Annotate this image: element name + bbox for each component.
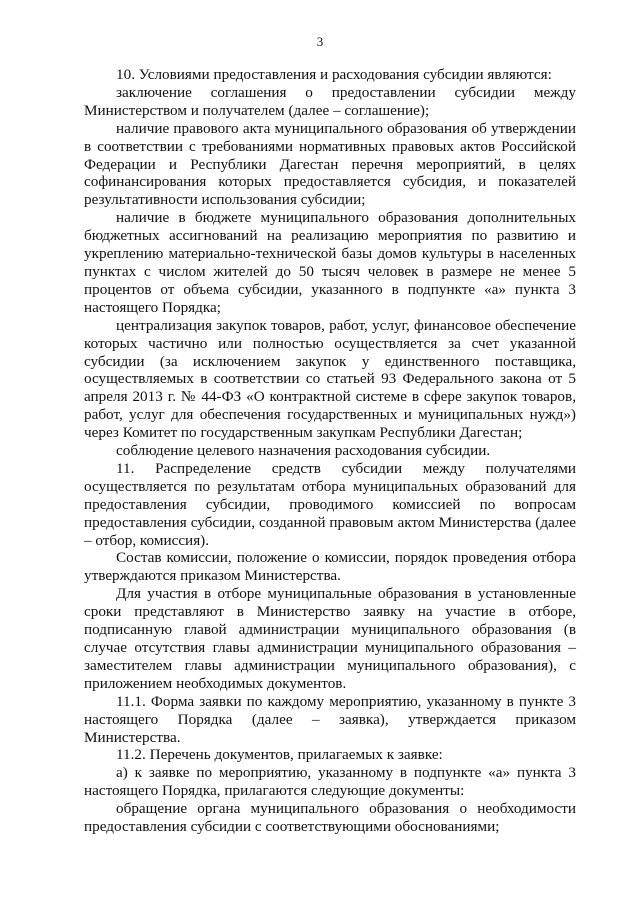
paragraph-12: а) к заявке по мероприятию, указанному в подпункте «а» пункта 3 настоящего Порядка, прилагаются следующие документы: [84, 764, 576, 800]
paragraph-3: наличие правового акта муниципального образования об утверждении в соответствии с требованиями нормативных правовых актов Российской Федерации и Республики Дагестан перечня мероприятий, в целях софинансирования которых предоставляется субсидия, и показателей результативности использования субсидии; [84, 119, 576, 209]
paragraph-4: наличие в бюджете муниципального образования дополнительных бюджетных ассигнований на реализацию мероприятия по развитию и укреплению материально-технической базы домов культуры в населенных пунктах с числом жителей до 50 тысяч человек в размере не менее 5 процентов от объема субсидии, указанного в подпункте «а» пункта 3 настоящего Порядка; [84, 209, 576, 316]
paragraph-1: 10. Условиями предоставления и расходования субсидии являются: [116, 66, 552, 83]
paragraph-13: обращение органа муниципального образования о необходимости предоставления субсидии с соответствующими обоснованиями; [84, 800, 576, 836]
paragraph-10: 11.1. Форма заявки по каждому мероприятию, указанному в пункте 3 настоящего Порядка (далее – заявка), утверждается приказом Министерства. [84, 692, 576, 746]
paragraph-8: Состав комиссии, положение о комиссии, порядок проведения отбора утверждаются приказом Министерства. [84, 549, 576, 585]
paragraph-9: Для участия в отборе муниципальные образования в установленные сроки представляют в Министерство заявку на участие в отборе, подписанную главой администрации муниципального образования (в случае отсутствия главы администрации муниципального образования – заместителем главы администрации муниципального образования), с приложением необходимых документов. [84, 585, 576, 692]
document-body [84, 66, 576, 836]
paragraph-6: соблюдение целевого назначения расходования субсидии. [116, 442, 491, 460]
paragraph-7: 11. Распределение средств субсидии между получателями осуществляется по результатам отбора муниципальных образований для предоставления субсидии, проводимого комиссией по вопросам предоставления субсидии, созданной правовым актом Министерства (далее – отбор, комиссия). [84, 459, 576, 549]
page-number: 3 [316, 34, 324, 49]
paragraph-2: заключение соглашения о предоставлении субсидии между Министерством и получателем (далее – соглашение); [84, 83, 576, 119]
paragraph-11: 11.2. Перечень документов, прилагаемых к заявке: [116, 746, 443, 764]
paragraph-5: централизация закупок товаров, работ, услуг, финансовое обеспечение которых частично или полностью осуществляется за счет указанной субсидии (за исключением закупок у единственного поставщика, осуществляемых в соответствии со статьей 93 Федерального закона от 5 апреля 2013 г. № 44-ФЗ «О контрактной системе в сфере закупок товаров, работ, услуг для обеспечения государственных и муниципальных нужд») через Комитет по государственным закупкам Республики Дагестан; [84, 316, 576, 442]
